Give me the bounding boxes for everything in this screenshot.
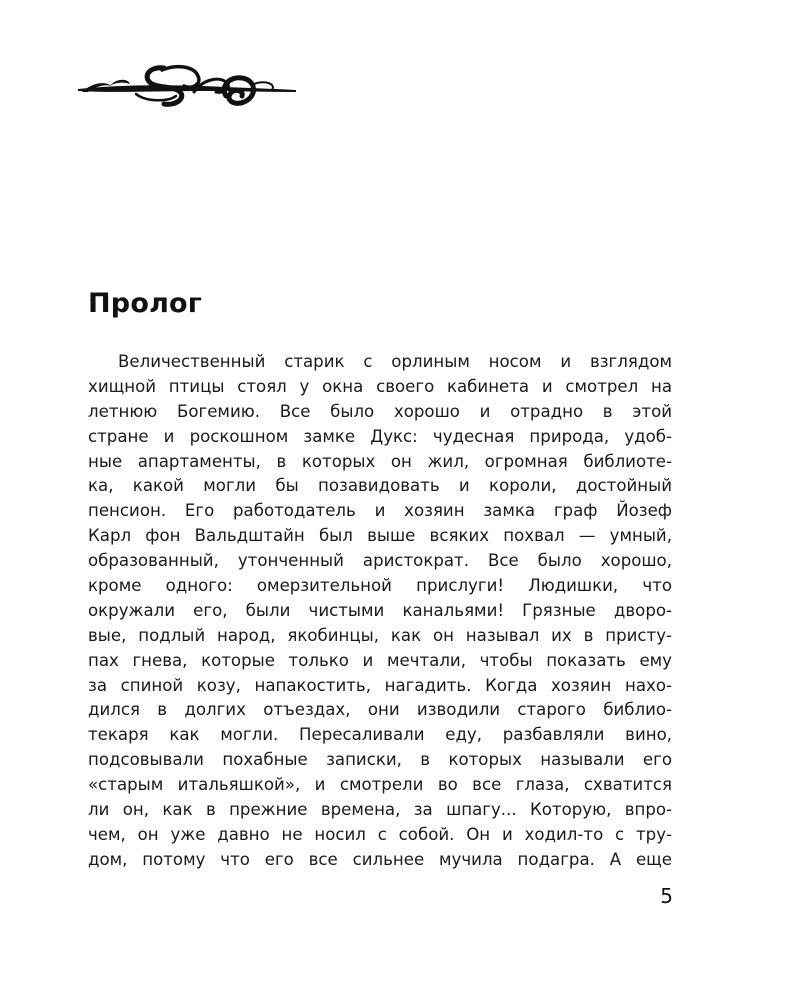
text-line: кроме одного: омерзительной прислуги! Людишки, что <box>88 576 672 596</box>
body-text <box>88 350 672 873</box>
text-line: текаря как могли. Пересаливали еду, разбавляли вино, <box>88 725 672 745</box>
text-line: Карл фон Вальдштайн был выше всяких похвал — умный, <box>88 526 672 546</box>
text-line: пенсион. Его работодатель и хозяин замка граф Йозеф <box>88 501 672 521</box>
text-line: ные апартаменты, в которых он жил, огромная библиоте- <box>88 451 672 471</box>
chapter-title: Пролог <box>88 288 203 319</box>
text-line: Величественный старик с орлиным носом и взглядом <box>118 352 672 371</box>
page-number: 5 <box>660 884 673 908</box>
text-line: пах гнева, которые только и мечтали, чтобы показать ему <box>88 650 672 670</box>
text-line: вые, подлый народ, якобинцы, как он называл их в присту- <box>88 625 672 645</box>
text-line: за спиной козу, напакостить, нагадить. Когда хозяин нахо- <box>88 675 672 695</box>
text-line: чем, он уже давно не носил с собой. Он и ходил-то с тру- <box>88 824 672 844</box>
text-line: образованный, утонченный аристократ. Все было хорошо, <box>88 551 672 571</box>
flourish-ornament-icon <box>76 62 298 110</box>
text-line: летнюю Богемию. Все было хорошо и отрадно в этой <box>88 401 672 421</box>
text-line: стране и роскошном замке Дукс: чудесная природа, удоб- <box>88 426 672 446</box>
text-line: окружали его, были чистыми канальями! Грязные дворо- <box>88 600 672 620</box>
text-line: ка, какой могли бы позавидовать и короли, достойный <box>88 476 672 496</box>
text-line: дился в долгих отъездах, они изводили старого библио- <box>88 700 672 720</box>
text-line: ли он, как в прежние времена, за шпагу... Которую, впро- <box>88 800 672 820</box>
text-line: подсовывали похабные записки, в которых называли его <box>88 750 672 770</box>
text-line: «старым итальяшкой», и смотрели во все глаза, схватится <box>88 775 672 795</box>
text-line: хищной птицы стоял у окна своего кабинета и смотрел на <box>88 376 672 396</box>
text-line: дом, потому что его все сильнее мучила подагра. А еще <box>88 849 672 869</box>
